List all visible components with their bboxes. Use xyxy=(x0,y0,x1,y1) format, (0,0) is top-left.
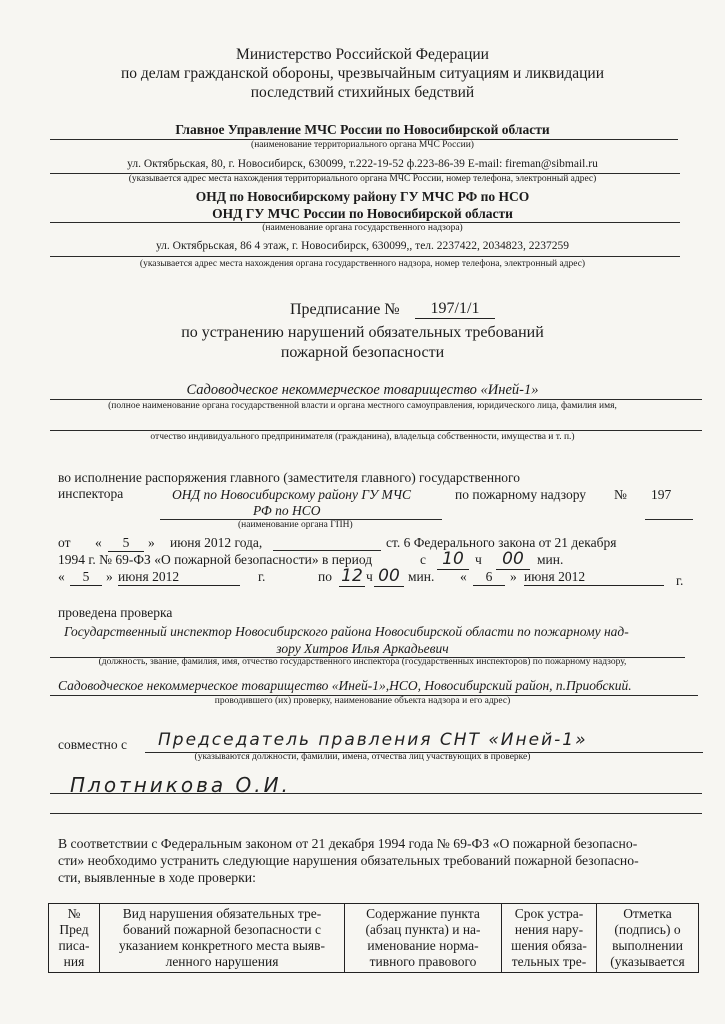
inspector-label: инспектора xyxy=(58,486,124,501)
divider xyxy=(50,256,680,257)
title-prefix: Предписание № xyxy=(290,301,400,318)
ministry-line3: последствий стихийных бедствий xyxy=(250,84,475,101)
law-ref-line1: ст. 6 Федерального закона от 21 декабря xyxy=(386,535,617,550)
territorial-address: ул. Октябрьская, 80, г. Новосибирск, 630099, т.222-19-52 ф.223-86-39 E-mail: fireman@sibmail.ru xyxy=(127,158,598,170)
order-month-year: июня 2012 года, xyxy=(170,535,263,550)
supervision-body-line1: ОНД по Новосибирскому району ГУ МЧС РФ по НСО xyxy=(195,189,530,204)
from-label: от xyxy=(58,535,71,550)
body-line3: сти, выявленные в ходе проверки: xyxy=(58,870,256,885)
divider xyxy=(50,813,702,814)
supervision-address: ул. Октябрьская, 86 4 этаж, г. Новосибирск, 630099,, тел. 2237422, 2034823, 2237259 xyxy=(155,240,570,252)
end-month-year: июня 2012 xyxy=(524,569,664,586)
law-ref-line2: 1994 г. № 69-ФЗ «О пожарной безопасности» в период xyxy=(58,552,373,567)
inspection-object: Садоводческое некоммерческое товарищество «Иней-1»,НСО, Новосибирский район, п.Приобский. xyxy=(58,678,632,693)
divider xyxy=(50,793,702,794)
period-from-label: с xyxy=(420,552,426,567)
quote-close: » xyxy=(510,569,517,584)
period-to-label: по xyxy=(318,569,332,584)
order-body-part2: РФ по НСО xyxy=(253,503,321,518)
col-violation: Вид нарушения обязательных тре-бований пожарной безопасности с указанием конкретного места выяв-ленного нарушения xyxy=(100,904,345,973)
order-number: 197 xyxy=(651,487,672,502)
territorial-body: Главное Управление МЧС России по Новосибирской области xyxy=(175,122,550,137)
end-day: 6 xyxy=(473,569,505,586)
ministry-line2: по делам гражданской обороны, чрезвычайным ситуациям и ликвидации xyxy=(120,65,605,82)
participant-position: Председатель правления СНТ «Иней-1» xyxy=(158,730,588,750)
col-completion-mark: Отметка (подпись) о выполнении (указывается xyxy=(597,904,699,973)
quote-open: « xyxy=(95,535,102,550)
order-line1: во исполнение распоряжения главного (заместителя главного) государственного xyxy=(58,470,520,485)
title-line2: по устранению нарушений обязательных требований xyxy=(181,324,544,341)
year-abbr: г. xyxy=(258,569,266,584)
inspection-label: проведена проверка xyxy=(58,605,173,620)
table-header-row xyxy=(49,904,699,973)
inspector-line2: зору Хитров Илья Аркадьевич xyxy=(276,641,449,656)
start-hour: 10 xyxy=(437,549,469,570)
start-month-year: июня 2012 xyxy=(118,569,240,586)
quote-open: « xyxy=(58,569,65,584)
inspection-object-caption: проводившего (их) проверку, наименование объекта надзора и его адрес) xyxy=(214,696,511,706)
ministry-line1: Министерство Российской Федерации xyxy=(236,46,489,63)
order-body-part1: ОНД по Новосибирскому району ГУ МЧС xyxy=(172,487,412,502)
jointly-caption: (указываются должности, фамилии, имена, отчества лиц участвующих в проверке) xyxy=(194,752,531,762)
inspector-line1: Государственный инспектор Новосибирского района Новосибирской области по пожарному над- xyxy=(64,624,629,639)
year-abbr: г. xyxy=(676,573,684,588)
col-number: № Пред писа-ния xyxy=(49,904,100,973)
participant-name: Плотникова О.И. xyxy=(70,773,291,797)
territorial-body-caption: (наименование территориального органа МЧС России) xyxy=(251,140,474,150)
end-hour: 12 xyxy=(339,566,365,587)
divider xyxy=(50,430,702,431)
hour-abbr: ч xyxy=(475,552,482,567)
start-min: 00 xyxy=(496,549,530,570)
col-norm-reference: Содержание пункта (абзац пункта) и на-именование норма-тивного правового xyxy=(345,904,502,973)
subject-name: Садоводческое некоммерческое товарищество «Иней-1» xyxy=(186,382,539,398)
divider xyxy=(50,399,702,400)
body-line2: сти» необходимо устранить следующие нарушения обязательных требований пожарной безопасно- xyxy=(58,853,639,868)
supervision-body-caption: (наименование органа государственного надзора) xyxy=(262,223,463,233)
inspector-caption: (должность, звание, фамилия, имя, отчество государственного инспектора (государственных инспекторов) по пожарному надзору, xyxy=(98,657,627,667)
col-deadline: Срок устра-нения нару-шения обяза-тельных тре- xyxy=(502,904,597,973)
prescription-number: 197/1/1 xyxy=(415,300,495,319)
divider xyxy=(645,519,693,520)
min-abbr: мин. xyxy=(408,569,435,584)
start-day: 5 xyxy=(70,569,102,586)
subject-caption2: отчество индивидуального предпринимателя (гражданина), владельца собственности, имущества и т. п.) xyxy=(150,432,575,442)
order-body-caption: (наименование органа ГПН) xyxy=(238,520,353,530)
hour-abbr: ч xyxy=(366,569,373,584)
subject-caption1: (полное наименование органа государственной власти и органа местного самоуправления, юридического лица, фамилия имя, xyxy=(108,401,617,411)
body-line1: В соответствии с Федеральным законом от 21 декабря 1994 года № 69-ФЗ «О пожарной безопасно- xyxy=(58,836,638,851)
end-min: 00 xyxy=(374,566,404,587)
title-line3: пожарной безопасности xyxy=(280,344,445,361)
quote-open: « xyxy=(460,569,467,584)
territorial-address-caption: (указывается адрес места нахождения территориального органа МЧС России, номер телефона, электронный адрес) xyxy=(128,174,597,184)
supervision-label: по пожарному надзору xyxy=(455,487,587,502)
supervision-address-caption: (указывается адрес места нахождения органа государственного надзора, номер телефона, электронный адрес) xyxy=(139,259,586,269)
violations-table xyxy=(48,903,699,973)
jointly-label: совместно с xyxy=(58,737,127,752)
number-sign: № xyxy=(614,487,627,502)
quote-close: » xyxy=(148,535,155,550)
min-abbr: мин. xyxy=(537,552,564,567)
supervision-body-line2: ОНД ГУ МЧС России по Новосибирской области xyxy=(212,206,513,221)
quote-close: » xyxy=(106,569,113,584)
blank-line xyxy=(273,550,381,551)
order-day: 5 xyxy=(108,535,144,552)
